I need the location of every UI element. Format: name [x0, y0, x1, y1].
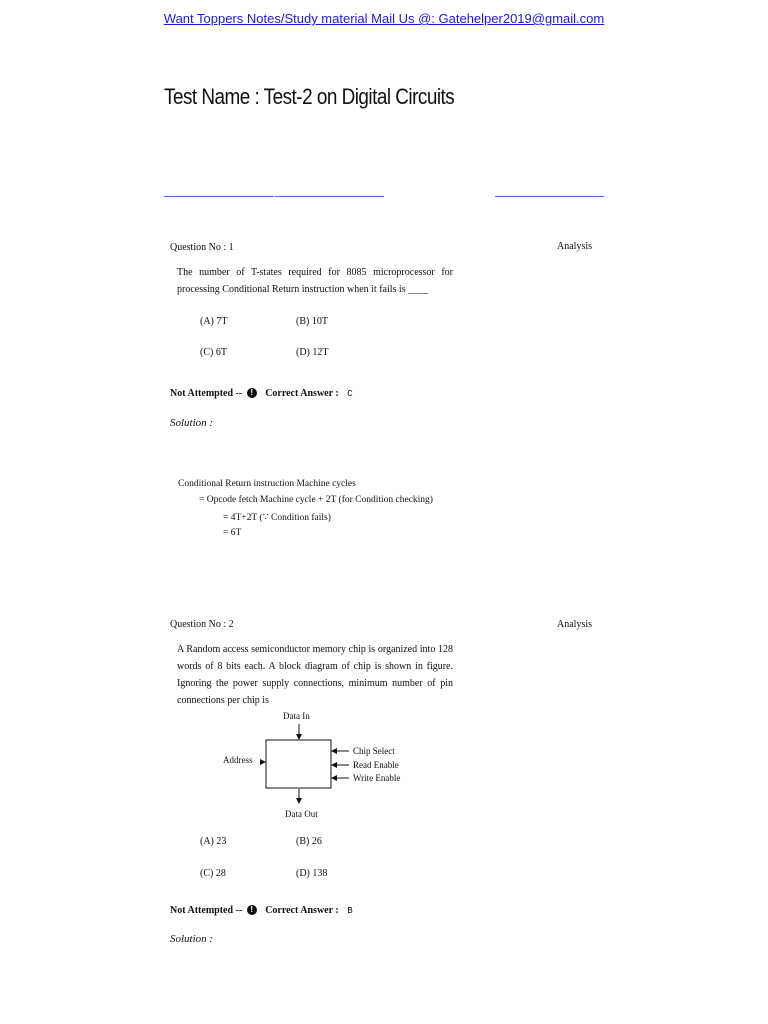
solution-line-3: = 4T+2T (∵ Condition fails) [223, 513, 331, 523]
address-label: Address [223, 755, 253, 765]
chip-select-label: Chip Select [353, 746, 395, 756]
data-in-label: Data In [283, 711, 310, 721]
divider-line-1 [164, 196, 274, 197]
question-2-analysis-link[interactable]: Analysis [557, 619, 592, 630]
question-2-number: Question No : 2 [170, 619, 234, 630]
solution-line-2: = Opcode fetch Machine cycle + 2T (for Condition checking) [199, 495, 433, 505]
alert-icon: ! [247, 388, 257, 398]
question-2-solution-label: Solution : [170, 933, 214, 945]
divider-line-2 [275, 196, 384, 197]
question-1-option-d[interactable]: (D) 12T [296, 347, 329, 358]
divider-line-3 [495, 196, 604, 197]
question-2-status-label: Not Attempted -- [170, 905, 243, 916]
question-2-text: A Random access semiconductor memory chip is organized into 128 words of 8 bits each. A block diagram of chip is shown in figure. Ignoring the power supply connections, minimum number of pin connections per chip is [177, 644, 453, 706]
solution-line-4: = 6T [223, 528, 242, 538]
question-1-text: The number of T-states required for 8085 microprocessor for processing Conditional Return instruction when it fails is ____ [177, 267, 453, 295]
memory-chip-block [266, 740, 331, 788]
question-1-solution-label: Solution : [170, 417, 214, 429]
question-2-status-row [170, 905, 353, 916]
question-1-correct-label: Correct Answer : [265, 388, 339, 399]
question-2-option-b[interactable]: (B) 26 [296, 836, 322, 847]
question-2-option-a[interactable]: (A) 23 [200, 836, 227, 847]
question-1-correct-value: C [347, 389, 353, 399]
question-2-option-d[interactable]: (D) 138 [296, 868, 328, 879]
alert-icon: ! [247, 905, 257, 915]
question-1-option-b[interactable]: (B) 10T [296, 316, 328, 327]
question-1-option-a[interactable]: (A) 7T [200, 316, 228, 327]
contact-banner-link[interactable]: Want Toppers Notes/Study material Mail Us @: Gatehelper2019@gmail.com [163, 11, 605, 26]
question-1-option-c[interactable]: (C) 6T [200, 347, 227, 358]
question-2-correct-label: Correct Answer : [265, 905, 339, 916]
question-2-correct-value: B [347, 906, 353, 916]
question-1-status-label: Not Attempted -- [170, 388, 243, 399]
question-1-number: Question No : 1 [170, 242, 234, 253]
question-1-status-row [170, 388, 353, 399]
test-title: Test Name : Test-2 on Digital Circuits [164, 84, 455, 109]
data-out-label: Data Out [285, 809, 318, 819]
question-2-option-c[interactable]: (C) 28 [200, 868, 226, 879]
question-1-analysis-link[interactable]: Analysis [557, 241, 592, 252]
solution-line-1: Conditional Return instruction Machine cycles [178, 479, 356, 489]
write-enable-label: Write Enable [353, 773, 401, 783]
read-enable-label: Read Enable [353, 760, 399, 770]
memory-chip-diagram [215, 705, 435, 825]
